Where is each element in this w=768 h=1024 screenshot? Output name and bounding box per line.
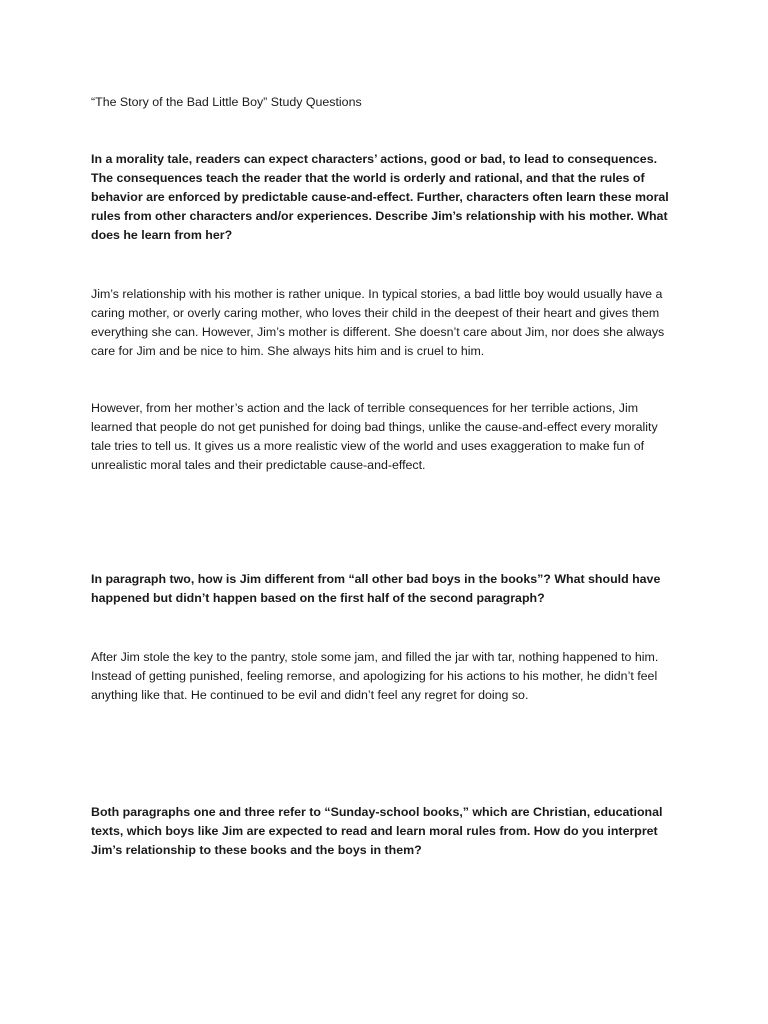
document-title: “The Story of the Bad Little Boy” Study Questions — [91, 95, 362, 109]
answer-1-paragraph-2: However, from her mother’s action and the lack of terrible consequences for her terrible actions, Jim learned that people do not get punished for doing bad things, unlike the cause-and-effect every morality tale tries to tell us. It gives us a more realistic view of the world and uses exaggeration to make fun of unrealistic moral tales and their predictable cause-and-effect. — [91, 401, 658, 472]
answer-2: After Jim stole the key to the pantry, stole some jam, and filled the jar with tar, nothing happened to him. Instead of getting punished, feeling remorse, and apologizing for his actions to his mother, he didn’t feel anything like that. He continued to be evil and didn’t feel any regret for doing so. — [91, 650, 659, 702]
question-2: In paragraph two, how is Jim different from “all other bad boys in the books”? What should have happened but didn’t happen based on the first half of the second paragraph? — [91, 572, 661, 605]
question-1: In a morality tale, readers can expect characters’ actions, good or bad, to lead to consequences. The consequences teach the reader that the world is orderly and rational, and that the rules of behavior are enforced by predictable cause-and-effect. Further, characters often learn these moral rules from other characters and/or experiences. Describe Jim’s relationship with his mother. What does he learn from her? — [91, 152, 669, 242]
question-3: Both paragraphs one and three refer to “Sunday-school books,” which are Christian, educational texts, which boys like Jim are expected to read and learn moral rules from. How do you interpret Jim’s relationship to these books and the boys in them? — [91, 805, 663, 857]
answer-1-paragraph-1: Jim’s relationship with his mother is rather unique. In typical stories, a bad little boy would usually have a caring mother, or overly caring mother, who loves their child in the deepest of their heart and gives them everything she can. However, Jim’s mother is different. She doesn’t care about Jim, nor does she always care for Jim and be nice to him. She always hits him and is cruel to him. — [91, 287, 665, 358]
